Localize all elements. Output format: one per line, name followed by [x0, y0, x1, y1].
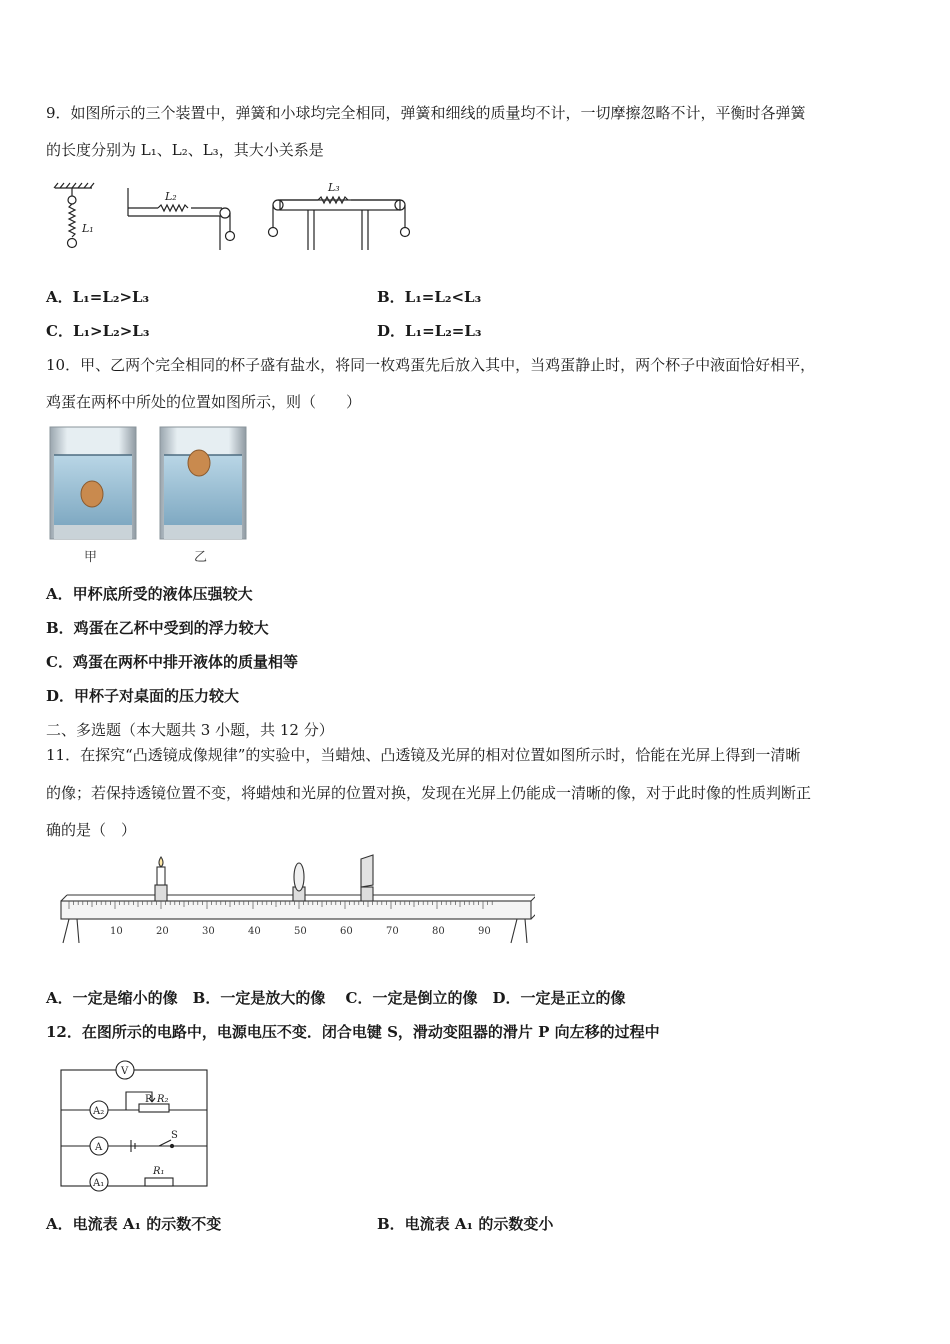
q9-option-a[interactable]: A．L₁=L₂>L₃: [46, 288, 150, 306]
section-multiple-choice-heading: 二、多选题（本大题共 3 小题，共 12 分）: [46, 721, 334, 739]
q12-label-s: S: [171, 1130, 178, 1141]
q12-circuit-figure: [55, 1058, 215, 1194]
q9-option-b[interactable]: B．L₁=L₂<L₃: [377, 288, 482, 306]
q11-stem-line3: 确的是（ ）: [46, 821, 137, 839]
q9-spring-figure: [50, 180, 410, 260]
q12-option-b[interactable]: B．电流表 A₁ 的示数变小: [377, 1215, 554, 1233]
q12-label-a2: A₂: [93, 1106, 105, 1117]
q10-option-b[interactable]: B．鸡蛋在乙杯中受到的浮力较大: [46, 619, 269, 637]
q10-stem-line1: 10．甲、乙两个完全相同的杯子盛有盐水，将同一枚鸡蛋先后放入其中，当鸡蛋静止时，两个杯子中液面恰好相平，: [46, 356, 816, 374]
q12-label-p: P: [145, 1094, 152, 1105]
q11-tick-10: 10: [110, 926, 123, 937]
q11-stem-line2: 的像；若保持透镜位置不变，将蜡烛和光屏的位置对换，发现在光屏上仍能成一清晰的像，对于此时像的性质判断正: [46, 784, 812, 802]
q10-cups-figure: [48, 425, 248, 543]
q12-label-v: V: [121, 1066, 129, 1077]
q9-option-d[interactable]: D．L₁=L₂=L₃: [377, 322, 482, 340]
q9-label-L1: L₁: [82, 222, 94, 235]
q9-stem-line1: 9．如图所示的三个装置中，弹簧和小球均完全相同，弹簧和细线的质量均不计，一切摩擦忽略不计，平衡时各弹簧: [46, 104, 806, 122]
q10-cup-jia: [50, 427, 136, 539]
q11-optical-bench-figure: [55, 853, 535, 953]
q9-device-horizontal: [128, 188, 235, 250]
q10-egg-jia: [81, 481, 103, 507]
q11-tick-50: 50: [294, 926, 307, 937]
q11-tick-90: 90: [478, 926, 491, 937]
q11-stem-line1: 11．在探究“凸透镜成像规律”的实验中，当蜡烛、凸透镜及光屏的相对位置如图所示时，恰能在光屏上得到一清晰: [46, 746, 801, 764]
q11-tick-60: 60: [340, 926, 353, 937]
q12-label-a: A: [95, 1142, 103, 1153]
q11-tick-20: 20: [156, 926, 169, 937]
q11-tick-30: 30: [202, 926, 215, 937]
q10-stem-line2: 鸡蛋在两杯中所处的位置如图所示，则（ ）: [46, 393, 362, 411]
q12-label-r1: R₁: [153, 1166, 165, 1177]
q12-label-r2: R₂: [157, 1094, 169, 1105]
q10-option-c[interactable]: C．鸡蛋在两杯中排开液体的质量相等: [46, 653, 298, 671]
q12-option-a[interactable]: A．电流表 A₁ 的示数不变: [46, 1215, 222, 1233]
q9-device-double-pulley: [269, 197, 410, 250]
q9-label-L3: L₃: [328, 181, 340, 194]
q11-tick-70: 70: [386, 926, 399, 937]
q10-egg-yi: [188, 450, 210, 476]
q9-label-L2: L₂: [165, 190, 177, 203]
q10-cup-yi: [160, 427, 246, 539]
q9-device-hanging: [54, 183, 94, 248]
q9-stem-line2: 的长度分别为 L₁、L₂、L₃，其大小关系是: [46, 141, 324, 159]
q10-option-d[interactable]: D．甲杯子对桌面的压力较大: [46, 687, 240, 705]
q12-stem-line1: 12．在图所示的电路中，电源电压不变．闭合电键 S，滑动变阻器的滑片 P 向左移的过程中: [46, 1023, 660, 1041]
q10-caption-jia: 甲: [84, 550, 98, 565]
q11-tick-40: 40: [248, 926, 261, 937]
q9-option-c[interactable]: C．L₁>L₂>L₃: [46, 322, 150, 340]
q11-tick-80: 80: [432, 926, 445, 937]
q11-options-row[interactable]: A．一定是缩小的像 B．一定是放大的像 C．一定是倒立的像 D．一定是正立的像: [46, 989, 626, 1007]
q12-label-a1: A₁: [93, 1178, 105, 1189]
q10-option-a[interactable]: A．甲杯底所受的液体压强较大: [46, 585, 253, 603]
q10-caption-yi: 乙: [194, 550, 208, 565]
